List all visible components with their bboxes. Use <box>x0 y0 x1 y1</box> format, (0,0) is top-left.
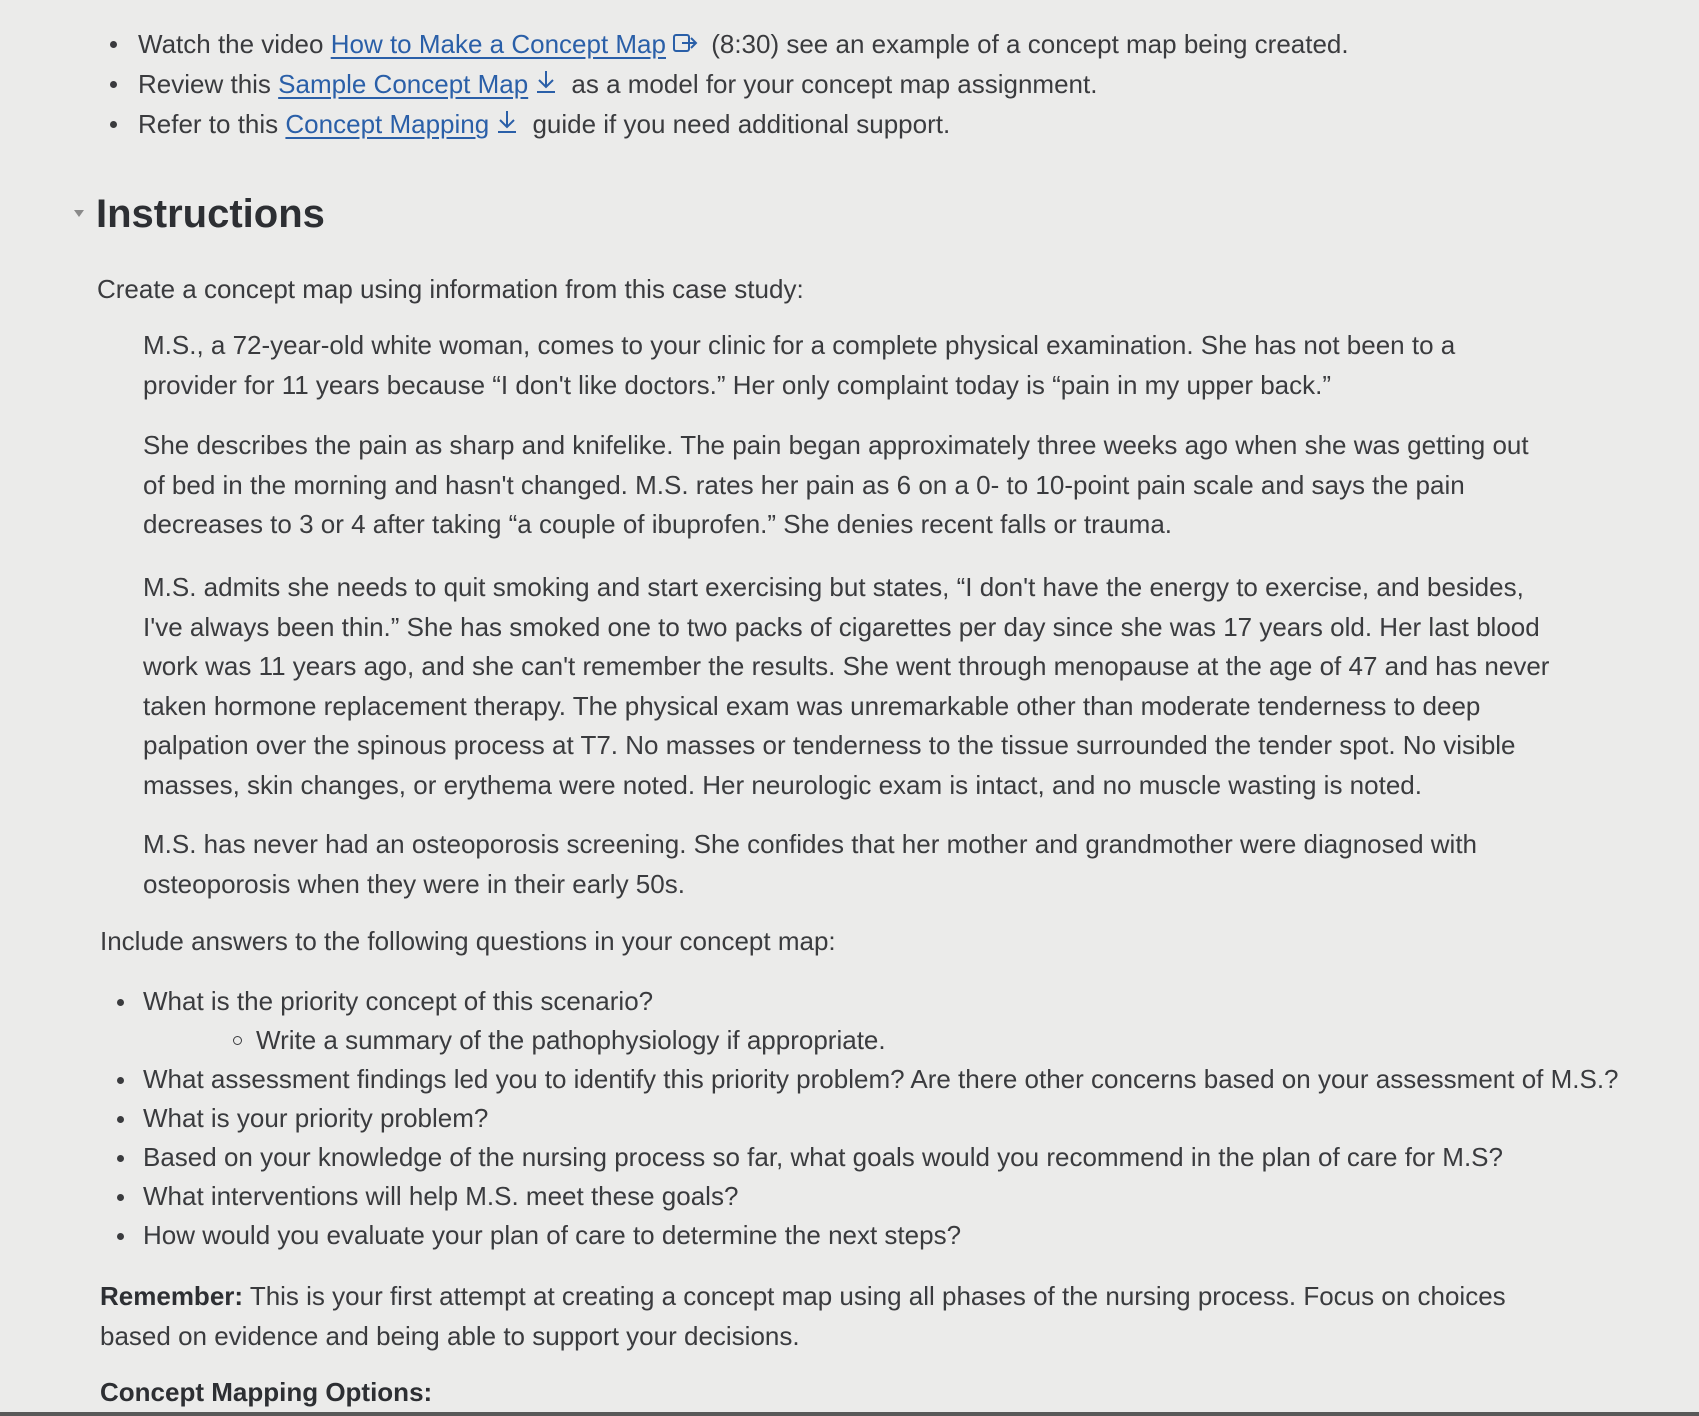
list-item: Based on your knowledge of the nursing process so far, what goals would you recommend in the plan of care for M.S? <box>117 1138 1677 1177</box>
questions-intro: Include answers to the following questions in your concept map: <box>100 926 836 956</box>
bullet <box>117 1194 124 1201</box>
bullet <box>117 1233 124 1240</box>
resource-item-guide: Refer to this Concept Mapping guide if you need additional support. <box>108 104 1668 144</box>
case-paragraph-3: M.S. admits she needs to quit smoking and start exercising but states, “I don't have the energy to exercise, and besides, I've always been thin.” She has smoked one to two packs of cigarettes per day since she was 17 years old. Her last blood work was 11 years ago, and she can't remember the results. She went through menopause at the age of 47 and has never taken hormone replacement therapy. The physical exam was unremarkable other than moderate tenderness to deep palpation over the spinous process at T7. No masses or tenderness to the tissue surrounded the tender spot. No visible masses, skin changes, or erythema were noted. Her neurologic exam is intact, and no muscle wasting is noted. <box>143 572 1550 800</box>
concept-mapping-guide-link[interactable]: Concept Mapping <box>285 109 490 139</box>
bottom-edge <box>0 1412 1699 1416</box>
case-paragraph-2: She describes the pain as sharp and knifelike. The pain began approximately three weeks ago when she was getting out of bed in the morning and hasn't changed. M.S. rates her pain as 6 on a 0- to 10-point pain scale and says the pain decreases to 3 or 4 after taking “a couple of ibuprofen.” She denies recent falls or trauma. <box>143 430 1529 539</box>
bullet <box>117 1116 124 1123</box>
bullet <box>117 1077 124 1084</box>
remember-note: Remember: This is your first attempt at creating a concept map using all phases of the nursing process. Focus on choices based on evidence and being able to support your decisions. <box>100 1281 1506 1351</box>
video-link[interactable]: How to Make a Concept Map <box>330 29 666 59</box>
bullet <box>110 41 117 48</box>
resource-item-sample: Review this Sample Concept Map as a model for your concept map assignment. <box>108 64 1668 104</box>
collapse-icon[interactable] <box>74 210 84 217</box>
case-paragraph-1: M.S., a 72-year-old white woman, comes to your clinic for a complete physical examination. She has not been to a provider for 11 years because “I don't like doctors.” Her only complaint today is “pain in my upper back.” <box>143 330 1456 400</box>
resource-item-video: Watch the video How to Make a Concept Map (8:30) see an example of a concept map being created. <box>108 24 1668 64</box>
list-item: What assessment findings led you to identify this priority problem? Are there other concerns based on your assessment of M.S.? <box>117 1060 1677 1099</box>
bullet <box>117 1155 124 1162</box>
list-item: What is the priority concept of this scenario? <box>117 982 1677 1021</box>
list-item: How would you evaluate your plan of care to determine the next steps? <box>117 1216 1677 1255</box>
download-icon[interactable] <box>495 106 519 146</box>
bullet <box>110 81 117 88</box>
list-item: What interventions will help M.S. meet these goals? <box>117 1177 1677 1216</box>
question-list <box>117 982 1677 1255</box>
section-heading: Instructions <box>96 192 325 236</box>
external-link-icon[interactable] <box>672 26 698 66</box>
resource-list <box>108 24 1668 144</box>
sub-bullet <box>233 1036 242 1045</box>
bullet <box>110 121 117 128</box>
bullet <box>117 999 124 1006</box>
sample-concept-map-link[interactable]: Sample Concept Map <box>278 69 529 99</box>
download-icon[interactable] <box>534 66 558 106</box>
intro-text: Create a concept map using information from this case study: <box>97 274 804 304</box>
list-item: Write a summary of the pathophysiology if appropriate. <box>117 1021 1677 1060</box>
concept-mapping-options-heading: Concept Mapping Options: <box>100 1377 433 1407</box>
case-paragraph-4: M.S. has never had an osteoporosis screening. She confides that her mother and grandmother were diagnosed with osteoporosis when they were in their early 50s. <box>143 829 1478 899</box>
list-item: What is your priority problem? <box>117 1099 1677 1138</box>
